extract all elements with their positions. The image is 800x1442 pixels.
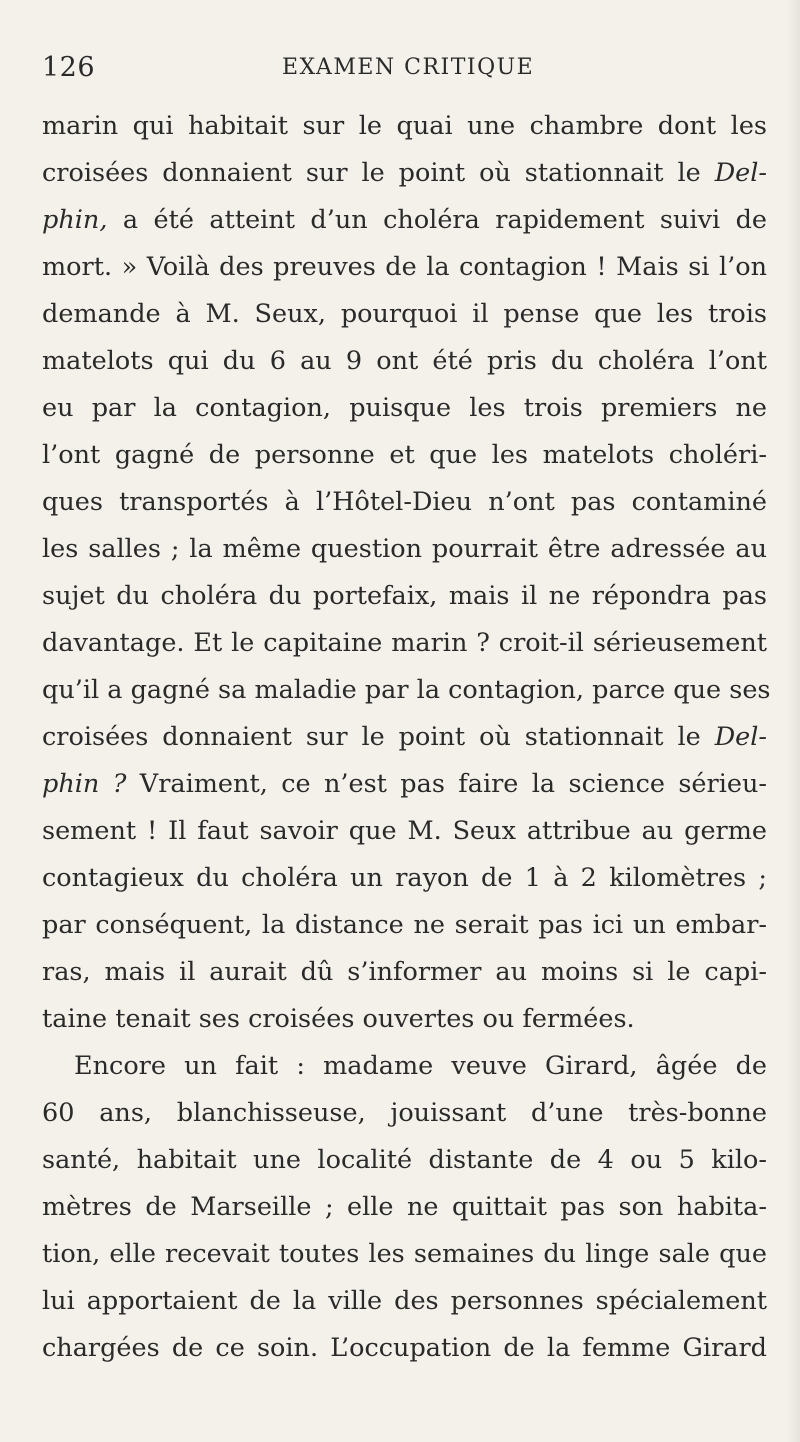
text-line [42,1325,767,1372]
line-text: sement ! Il faut savoir que M. Seux attribue au germe [42,816,767,846]
text-line [42,1231,767,1278]
text-line [42,244,767,291]
text-line [42,1043,767,1090]
italic-word: Del- [714,158,767,188]
line-text: demande à M. Seux, pourquoi il pense que les trois [42,299,767,329]
page-edge-shadow [786,0,800,1442]
line-text: eu par la contagion, puisque les trois premiers ne [42,393,767,423]
line-text: ras, mais il aurait dû s’informer au moins si le capi- [42,957,767,987]
text-line [42,808,767,855]
text-line [42,714,767,761]
text-line [42,949,767,996]
italic-word: phin, [42,205,108,235]
text-line [42,573,767,620]
line-text: croisées donnaient sur le point où stationnait le [42,158,715,188]
running-head [42,52,562,92]
line-text: matelots qui du 6 au 9 ont été pris du choléra l’ont [42,346,767,376]
text-line [42,432,767,479]
text-line [42,667,771,714]
text-line [42,1137,767,1184]
line-text: par conséquent, la distance ne serait pas ici un embar- [42,910,767,940]
page-number: 126 [42,52,96,83]
line-text: mètres de Marseille ; elle ne quittait pas son habita- [42,1192,767,1222]
line-text: les salles ; la même question pourrait être adressée au [42,534,767,564]
body-text [42,103,771,1372]
line-text: davantage. Et le capitaine marin ? croit-il sérieusement [42,628,767,658]
text-line [42,1184,767,1231]
text-line [42,1090,767,1137]
text-line [42,385,767,432]
text-line [42,479,767,526]
line-text: qu’il a gagné sa maladie par la contagion, parce que ses [42,675,771,705]
line-text: contagieux du choléra un rayon de 1 à 2 kilomètres ; [42,863,767,893]
text-line [42,291,767,338]
text-line [42,855,767,902]
line-text: mort. » Voilà des preuves de la contagion ! Mais si l’on [42,252,767,282]
text-line [42,338,767,385]
text-line [42,620,767,667]
line-text: taine tenait ses croisées ouvertes ou fermées. [42,1004,635,1034]
running-title: EXAMEN CRITIQUE [282,55,535,80]
line-text: a été atteint d’un choléra rapidement suivi de [107,205,767,235]
text-line [42,1278,767,1325]
text-line [42,526,767,573]
line-text: chargées de ce soin. L’occupation de la femme Girard [42,1333,767,1363]
line-text: l’ont gagné de personne et que les matelots choléri- [42,440,767,470]
text-line [42,103,767,150]
text-line [42,761,767,808]
line-text: santé, habitait une localité distante de 4 ou 5 kilo- [42,1145,767,1175]
line-text: lui apportaient de la ville des personnes spécialement [42,1286,767,1316]
italic-word: Del- [714,722,767,752]
text-line [42,902,767,949]
line-text: croisées donnaient sur le point où stationnait le [42,722,715,752]
line-text: ques transportés à l’Hôtel-Dieu n’ont pas contaminé [42,487,767,517]
line-text: marin qui habitait sur le quai une chambre dont les [42,111,767,141]
line-text: Encore un fait : madame veuve Girard, âgée de [74,1051,767,1081]
line-text: Vraiment, ce n’est pas faire la science sérieu- [126,769,767,799]
line-text: sujet du choléra du portefaix, mais il ne répondra pas [42,581,767,611]
text-line [42,996,767,1043]
line-text: tion, elle recevait toutes les semaines du linge sale que [42,1239,767,1269]
italic-word: phin ? [42,769,127,799]
line-text: 60 ans, blanchisseuse, jouissant d’une très-bonne [42,1098,767,1128]
text-line [42,150,767,197]
text-line [42,197,767,244]
